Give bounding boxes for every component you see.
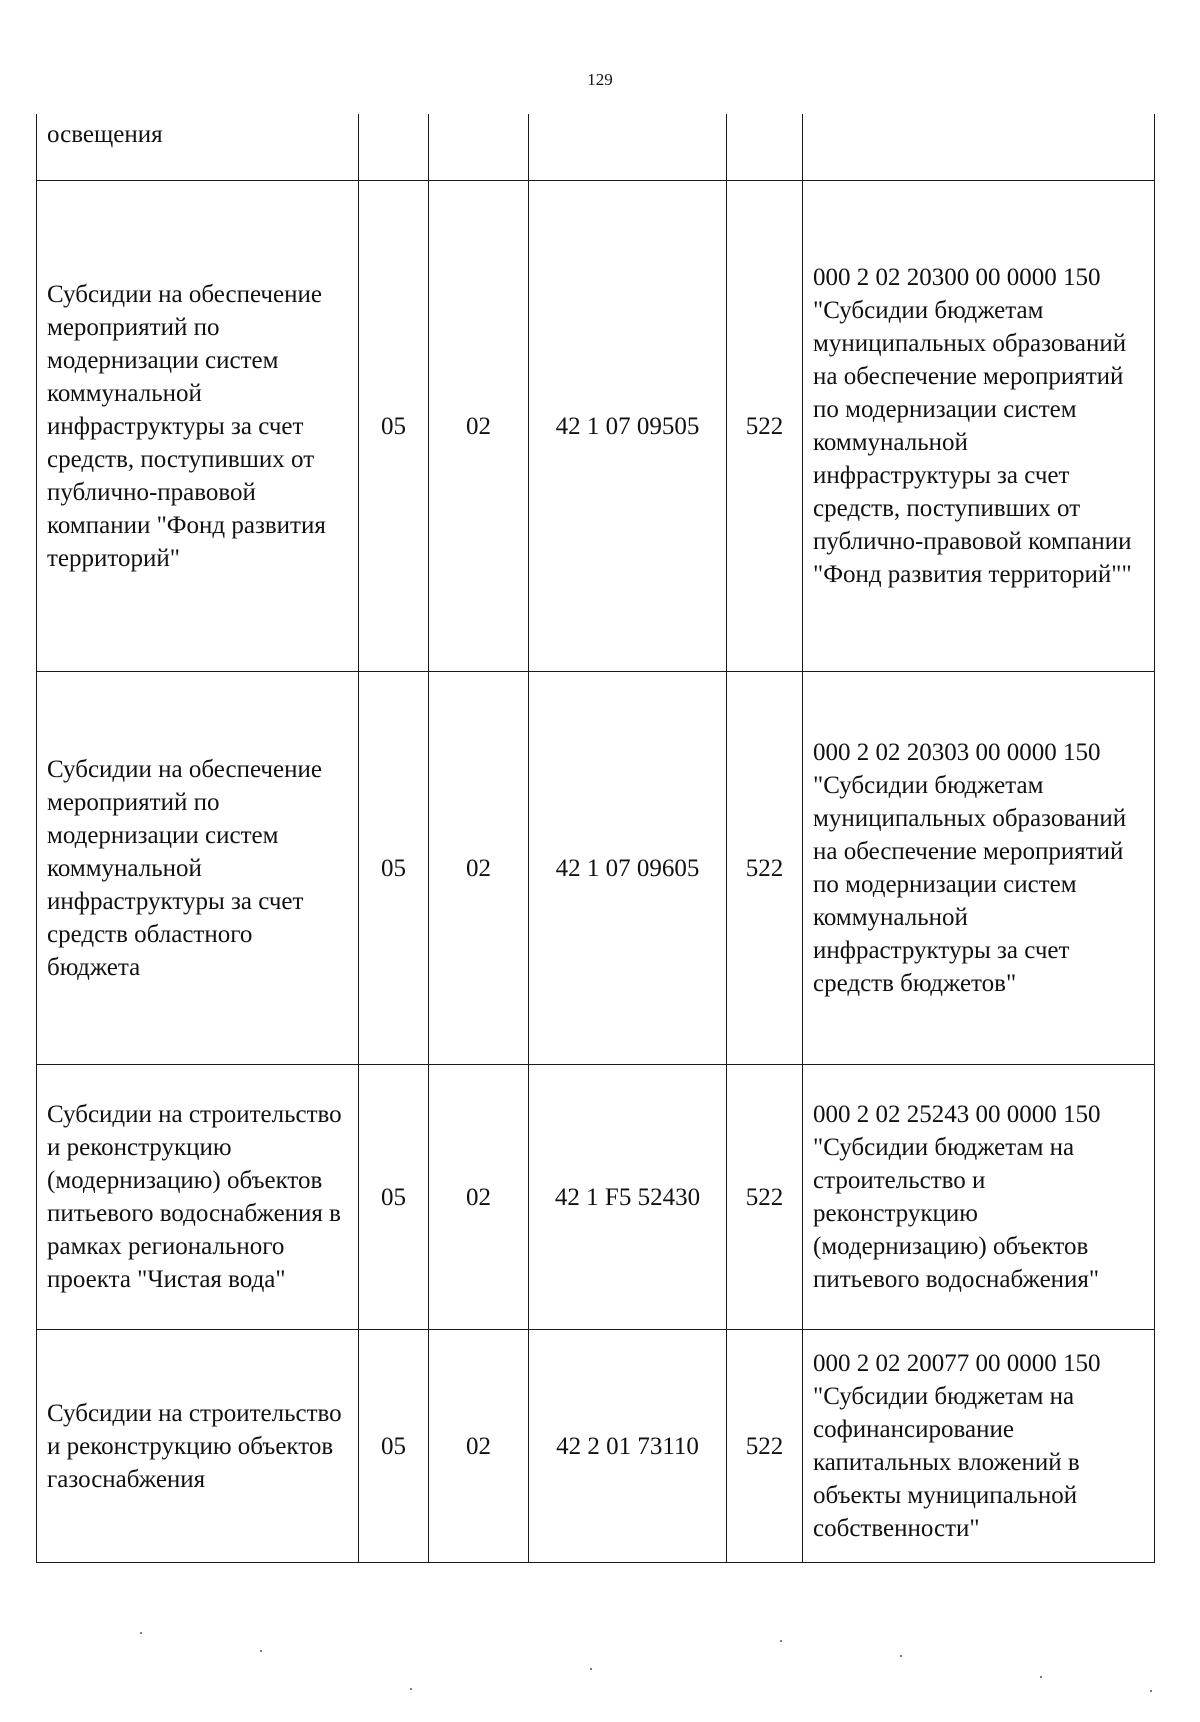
revenue-code-cell [803,114,1155,181]
revenue-code-cell: 000 2 02 25243 00 0000 150 "Субсидии бюджетам на строительство и реконструкцию (модернизацию) объектов питьевого водоснабжения" [803,1065,1155,1330]
scan-speck [1150,1690,1152,1692]
section-cell [359,114,429,181]
revenue-code-cell: 000 2 02 20303 00 0000 150 "Субсидии бюджетам муниципальных образований на обеспечение мероприятий по модернизации систем коммунальной инфраструктуры за счет средств бюджетов" [803,672,1155,1065]
section-cell: 05 [359,1330,429,1563]
scan-speck [590,1668,592,1670]
table-row [37,1065,1155,1330]
expense-type-cell: 522 [727,1065,803,1330]
scan-speck [410,1688,412,1690]
target-article-cell: 42 1 07 09505 [529,181,727,672]
table-row [37,181,1155,672]
expense-name-cell: Субсидии на строительство и реконструкцию (модернизацию) объектов питьевого водоснабжения в рамках регионального проекта "Чистая вода" [37,1065,359,1330]
expense-type-cell: 522 [727,181,803,672]
section-cell: 05 [359,181,429,672]
expense-type-cell: 522 [727,672,803,1065]
subsection-cell: 02 [429,1330,529,1563]
table-row [37,114,1155,181]
expense-name-cell: Субсидии на обеспечение мероприятий по модернизации систем коммунальной инфраструктуры за счет средств, поступивших от публично-правовой компании "Фонд развития территорий" [37,181,359,672]
revenue-code-cell: 000 2 02 20077 00 0000 150 "Субсидии бюджетам на софинансирование капитальных вложений в объекты муниципальной собственности" [803,1330,1155,1563]
scan-speck [780,1640,782,1642]
scan-speck [900,1655,902,1657]
revenue-code-cell: 000 2 02 20300 00 0000 150 "Субсидии бюджетам муниципальных образований на обеспечение мероприятий по модернизации систем коммунальной инфраструктуры за счет средств, поступивших от публично-правовой компании "Фонд развития территорий"" [803,181,1155,672]
expense-name-cell: Субсидии на строительство и реконструкцию объектов газоснабжения [37,1330,359,1563]
scan-speck [140,1632,142,1634]
target-article-cell [529,114,727,181]
scan-speck [260,1650,262,1652]
subsection-cell: 02 [429,181,529,672]
section-cell: 05 [359,672,429,1065]
subsection-cell: 02 [429,672,529,1065]
table-row [37,1330,1155,1563]
target-article-cell: 42 1 07 09605 [529,672,727,1065]
target-article-cell: 42 2 01 73110 [529,1330,727,1563]
expense-name-cell: Субсидии на обеспечение мероприятий по модернизации систем коммунальной инфраструктуры за счет средств областного бюджета [37,672,359,1065]
budget-classification-table [36,114,1155,1563]
section-cell: 05 [359,1065,429,1330]
page-number: 129 [587,70,613,89]
expense-type-cell: 522 [727,1330,803,1563]
expense-name-cell: освещения [37,114,359,181]
subsection-cell: 02 [429,1065,529,1330]
table-row [37,672,1155,1065]
target-article-cell: 42 1 F5 52430 [529,1065,727,1330]
subsection-cell [429,114,529,181]
scan-speck [1040,1676,1042,1678]
expense-type-cell [727,114,803,181]
